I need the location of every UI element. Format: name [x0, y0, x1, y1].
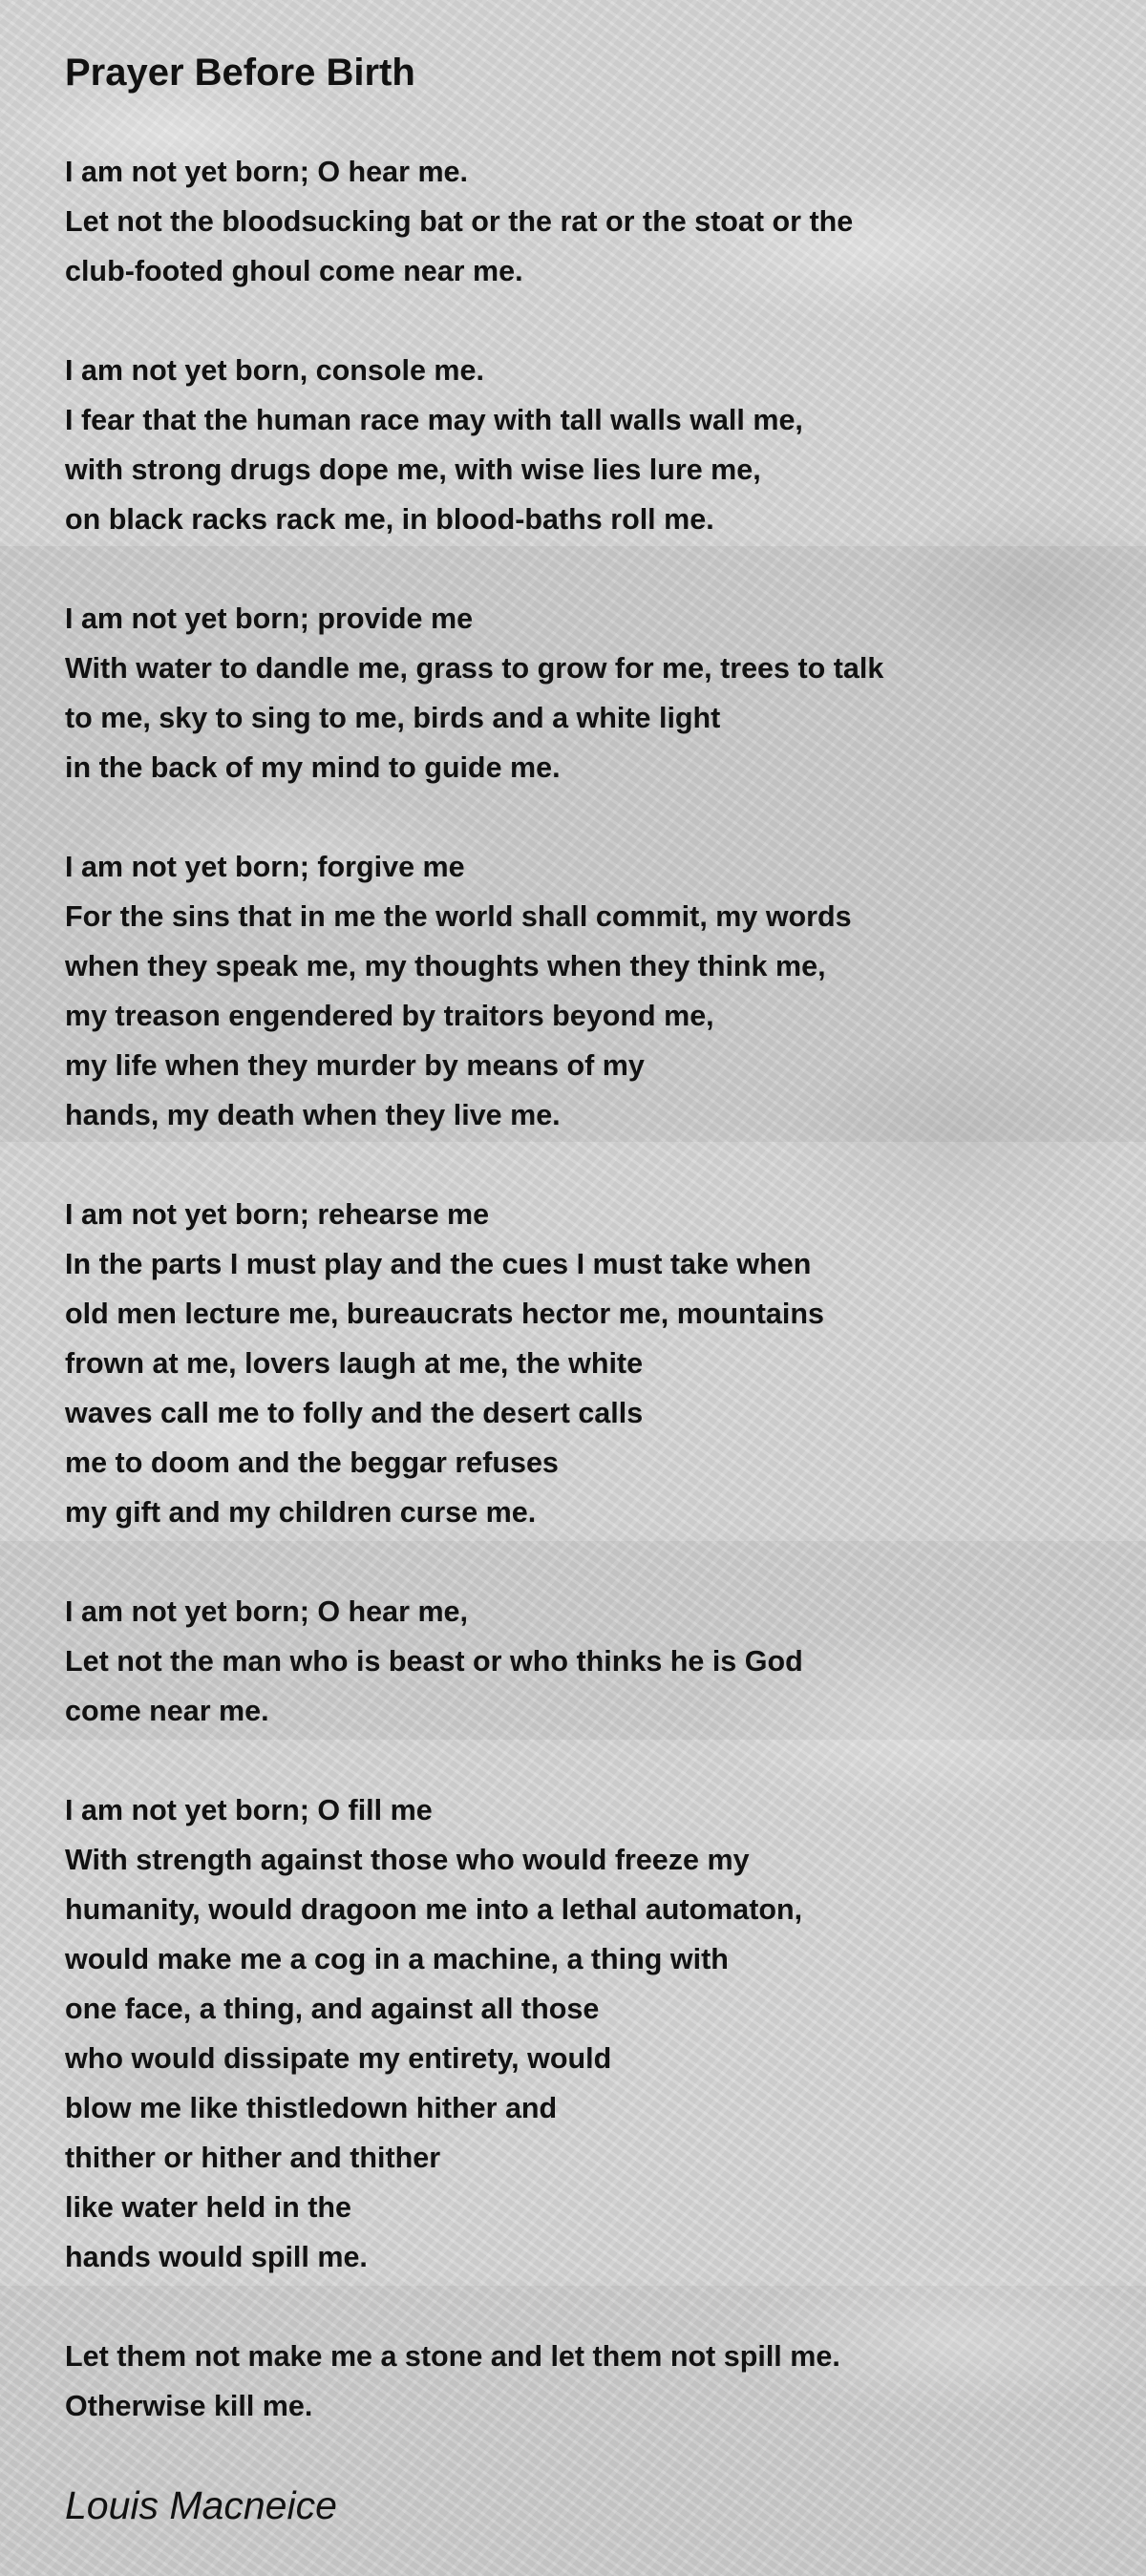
poem-body [65, 147, 1096, 2431]
poem-line: With water to dandle me, grass to grow for me, trees to talk [65, 652, 884, 685]
stanza [65, 346, 1096, 544]
poem-line: who would dissipate my entirety, would [65, 2042, 612, 2075]
stanza [65, 842, 1096, 1140]
poem-line: my life when they murder by means of my [65, 1049, 645, 1082]
poem-line: my gift and my children curse me. [65, 1496, 537, 1529]
poem-line: For the sins that in me the world shall commit, my words [65, 900, 852, 933]
stanza [65, 147, 1096, 296]
poem-line: come near me. [65, 1695, 269, 1727]
stanza [65, 1785, 1096, 2282]
poem-line: I fear that the human race may with tall walls wall me, [65, 404, 803, 436]
poem-line: one face, a thing, and against all those [65, 1993, 600, 2025]
poem-line: in the back of my mind to guide me. [65, 751, 561, 784]
poem-line: on black racks rack me, in blood-baths roll me. [65, 503, 714, 536]
poem-line: Let not the bloodsucking bat or the rat or the stoat or the [65, 205, 854, 238]
poem-line: my treason engendered by traitors beyond me, [65, 1000, 714, 1032]
poem-line: thither or hither and thither [65, 2142, 441, 2174]
poem-line: I am not yet born; provide me [65, 602, 474, 635]
poem-line: like water held in the [65, 2191, 351, 2224]
poem-container [65, 48, 1096, 2530]
poem-line: I am not yet born; O hear me. [65, 156, 468, 188]
poem-line: waves call me to folly and the desert calls [65, 1397, 644, 1429]
poem-line: Let not the man who is beast or who thinks he is God [65, 1645, 803, 1678]
stanza [65, 2332, 1096, 2431]
poem-line: In the parts I must play and the cues I must take when [65, 1248, 812, 1280]
stanza [65, 1587, 1096, 1736]
poem-line: old men lecture me, bureaucrats hector me, mountains [65, 1298, 824, 1330]
poem-line: club-footed ghoul come near me. [65, 255, 523, 287]
poem-line: frown at me, lovers laugh at me, the white [65, 1347, 644, 1380]
poem-line: with strong drugs dope me, with wise lies lure me, [65, 454, 761, 486]
stanza [65, 594, 1096, 792]
poem-line: hands, my death when they live me. [65, 1099, 561, 1131]
poem-line: to me, sky to sing to me, birds and a white light [65, 702, 721, 734]
poem-line: would make me a cog in a machine, a thing with [65, 1943, 729, 1975]
poem-line: With strength against those who would freeze my [65, 1844, 750, 1876]
poem-line: I am not yet born, console me. [65, 354, 484, 387]
poem-author: Louis Macneice [65, 2483, 337, 2527]
stanza [65, 1190, 1096, 1537]
poem-line: hands would spill me. [65, 2241, 368, 2273]
poem-line: I am not yet born; forgive me [65, 851, 465, 883]
poem-line: blow me like thistledown hither and [65, 2092, 558, 2124]
poem-line: I am not yet born; rehearse me [65, 1198, 490, 1231]
poem-line: humanity, would dragoon me into a lethal automaton, [65, 1893, 803, 1926]
poem-line: Let them not make me a stone and let them not spill me. [65, 2340, 840, 2373]
poem-line: I am not yet born; O fill me [65, 1794, 433, 1826]
poem-line: I am not yet born; O hear me, [65, 1595, 468, 1628]
poem-line: Otherwise kill me. [65, 2390, 313, 2422]
poem-title: Prayer Before Birth [65, 52, 415, 94]
poem-line: me to doom and the beggar refuses [65, 1446, 559, 1479]
poem-line: when they speak me, my thoughts when they think me, [65, 950, 826, 982]
